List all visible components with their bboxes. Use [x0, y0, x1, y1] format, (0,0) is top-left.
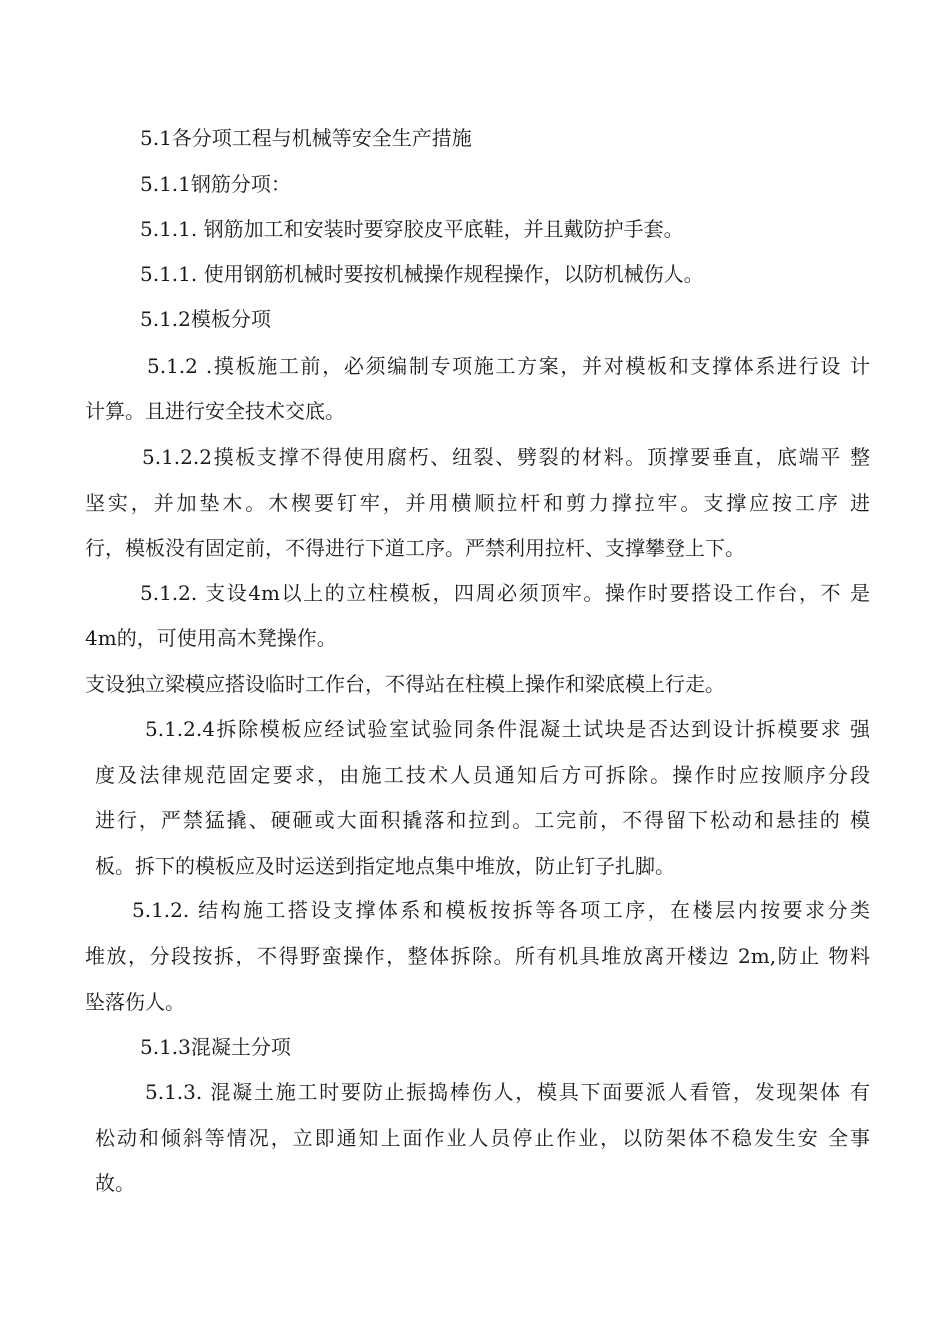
- subsection-heading-5-1-3: 5.1.3混凝土分项: [140, 1035, 291, 1059]
- paragraph-line: 计算。且进行安全技术交底。: [85, 399, 345, 423]
- section-heading-5-1: 5.1各分项工程与机械等安全生产措施: [140, 126, 472, 150]
- paragraph-line: 度及法律规范固定要求，由施工技术人员通知后方可拆除。操作时应按顺序分段: [95, 763, 870, 787]
- paragraph-line: 行，模板没有固定前，不得进行下道工序。严禁利用拉杆、支撑攀登上下。: [85, 536, 745, 560]
- paragraph-line: 5.1.2. 支设4m以上的立柱模板，四周必须顶牢。操作时要搭设工作台，不 是: [140, 581, 870, 605]
- paragraph-line: 5.1.2. 结构施工搭设支撑体系和模板按拆等各项工序，在楼层内按要求分类: [132, 898, 870, 922]
- paragraph-line: 5.1.1. 使用钢筋机械时要按机械操作规程操作，以防机械伤人。: [140, 262, 704, 286]
- paragraph-line: 坠落伤人。: [85, 990, 185, 1014]
- paragraph-line: 5.1.2.2摸板支撑不得使用腐朽、纽裂、劈裂的材料。顶撑要垂直，底端平 整: [142, 445, 870, 469]
- paragraph-line: 5.1.1. 钢筋加工和安装时要穿胶皮平底鞋，并且戴防护手套。: [140, 217, 684, 241]
- paragraph-line: 支设独立梁模应搭设临时工作台，不得站在柱模上操作和梁底模上行走。: [85, 672, 725, 696]
- paragraph-line: 进行，严禁猛撬、硬砸或大面积撬落和拉到。工完前，不得留下松动和悬挂的 模: [95, 808, 870, 832]
- paragraph-line: 5.1.3. 混凝土施工时要防止振捣棒伤人，模具下面要派人看管，发现架体 有: [145, 1080, 870, 1104]
- paragraph-line: 故。: [95, 1171, 135, 1195]
- paragraph-line: 4m的，可使用高木凳操作。: [85, 626, 337, 650]
- paragraph-line: 堆放，分段按拆，不得野蛮操作，整体拆除。所有机具堆放离开楼边 2m,防止 物料: [85, 944, 870, 968]
- paragraph-line: 松动和倾斜等情况，立即通知上面作业人员停止作业，以防架体不稳发生安 全事: [95, 1126, 870, 1150]
- subsection-heading-5-1-1: 5.1.1钢筋分项：: [140, 172, 291, 196]
- paragraph-line: 坚实，并加垫木。木楔要钉牢，并用横顺拉杆和剪力撑拉牢。支撑应按工序 进: [85, 491, 870, 515]
- subsection-heading-5-1-2: 5.1.2模板分项: [140, 307, 271, 331]
- paragraph-line: 板。拆下的模板应及时运送到指定地点集中堆放，防止钉子扎脚。: [95, 854, 675, 878]
- paragraph-line: 5.1.2.4拆除模板应经试验室试验同条件混凝土试块是否达到设计拆模要求 强: [145, 717, 870, 741]
- paragraph-line: 5.1.2 .摸板施工前，必须编制专项施工方案，并对模板和支撑体系进行设 计: [147, 354, 870, 378]
